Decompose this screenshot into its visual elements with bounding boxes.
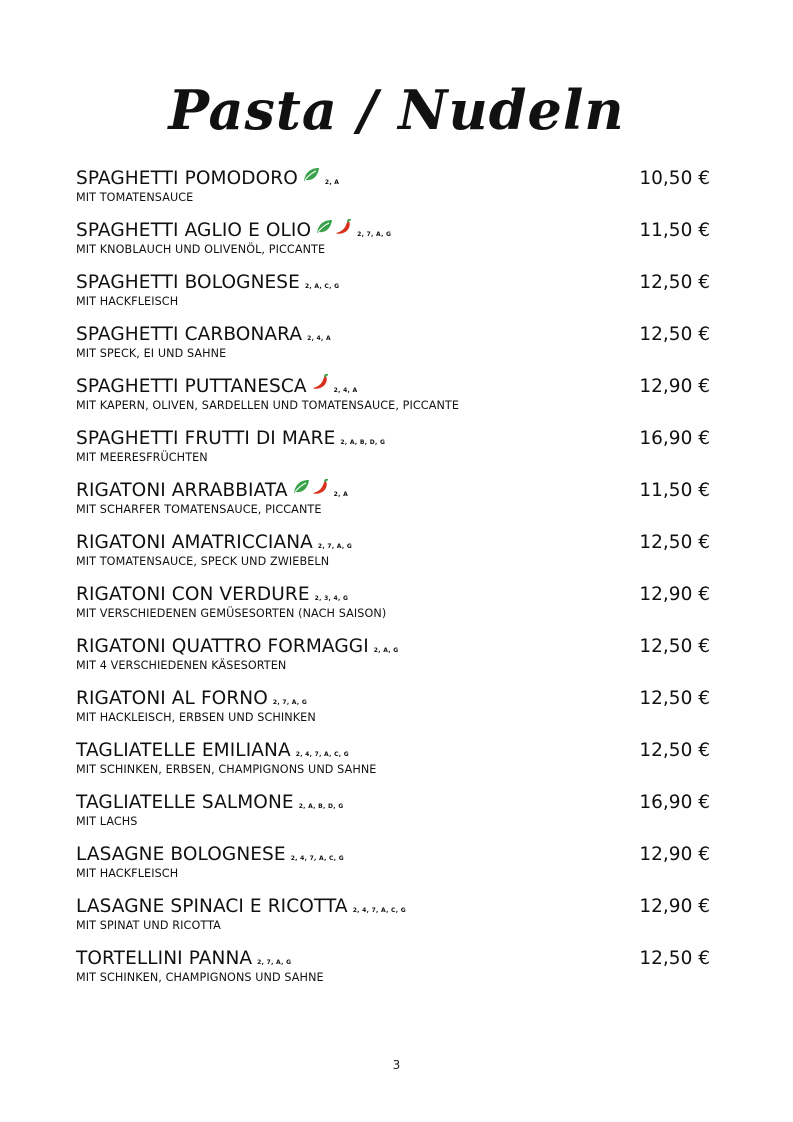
allergen-codes: 2, A, G <box>373 647 399 654</box>
menu-item-header <box>76 272 710 294</box>
menu-item-header <box>76 636 710 658</box>
menu-item <box>76 272 710 324</box>
dish-icons <box>316 219 352 235</box>
dish-price: 12,90 € <box>639 376 710 397</box>
allergen-codes: 2, 4, 7, A, C, G <box>290 855 344 862</box>
allergen-codes: 2, 7, A, G <box>357 231 392 238</box>
menu-item <box>76 636 710 688</box>
dish-name: RIGATONI QUATTRO FORMAGGI <box>76 636 369 657</box>
dish-price: 12,50 € <box>639 324 710 345</box>
dish-price: 16,90 € <box>639 428 710 449</box>
allergen-codes: 2, 4, 7, A, C, G <box>295 751 349 758</box>
dish-price: 12,90 € <box>639 896 710 917</box>
chili-pepper-icon <box>312 374 329 390</box>
menu-item <box>76 948 710 1000</box>
dish-description: MIT SCHINKEN, CHAMPIGNONS UND SAHNE <box>76 971 324 984</box>
menu-item-header <box>76 792 710 814</box>
menu-item <box>76 428 710 480</box>
dish-name: SPAGHETTI PUTTANESCA <box>76 376 307 397</box>
dish-description: MIT HACKFLEISCH <box>76 867 179 880</box>
menu-item <box>76 584 710 636</box>
dish-name: TAGLIATELLE EMILIANA <box>76 740 291 761</box>
dish-name: SPAGHETTI POMODORO <box>76 168 298 189</box>
dish-price: 12,90 € <box>639 584 710 605</box>
menu-item <box>76 532 710 584</box>
dish-price: 11,50 € <box>639 220 710 241</box>
page-number: 3 <box>392 1058 401 1072</box>
dish-description: MIT SCHINKEN, ERBSEN, CHAMPIGNONS UND SAHNE <box>76 763 377 776</box>
dish-description: MIT 4 VERSCHIEDENEN KÄSESORTEN <box>76 659 287 672</box>
dish-name: SPAGHETTI FRUTTI DI MARE <box>76 428 336 449</box>
dish-price: 12,50 € <box>639 948 710 969</box>
dish-description: MIT KNOBLAUCH UND OLIVENÖL, PICCANTE <box>76 243 326 256</box>
menu-item <box>76 324 710 376</box>
allergen-codes: 2, A, C, G <box>304 283 340 290</box>
menu-item <box>76 376 710 428</box>
menu-item <box>76 844 710 896</box>
dish-price: 12,50 € <box>639 688 710 709</box>
allergen-codes: 2, 4, A <box>307 335 331 342</box>
dish-description: MIT TOMATENSAUCE, SPECK UND ZWIEBELN <box>76 555 330 568</box>
menu-list <box>76 168 710 1000</box>
dish-price: 12,50 € <box>639 740 710 761</box>
menu-item <box>76 740 710 792</box>
dish-description: MIT HACKLEISCH, ERBSEN UND SCHINKEN <box>76 711 316 724</box>
allergen-codes: 2, 7, A, G <box>317 543 353 550</box>
menu-item <box>76 220 710 272</box>
menu-item-header <box>76 168 710 190</box>
allergen-codes: 2, 4, 7, A, C, G <box>352 907 406 914</box>
dish-description: MIT LACHS <box>76 815 138 828</box>
allergen-codes: 2, 7, A, G <box>257 959 292 966</box>
chili-pepper-icon <box>335 219 352 235</box>
menu-item-header <box>76 740 710 762</box>
menu-item-header <box>76 896 710 918</box>
menu-item <box>76 688 710 740</box>
dish-name: TORTELLINI PANNA <box>76 948 253 969</box>
dish-description: MIT HACKFLEISCH <box>76 295 179 308</box>
menu-item <box>76 896 710 948</box>
menu-item-header <box>76 948 710 970</box>
dish-name: SPAGHETTI CARBONARA <box>76 324 303 345</box>
dish-icons <box>312 374 329 390</box>
vegetarian-leaf-icon <box>293 479 310 494</box>
menu-item <box>76 792 710 844</box>
menu-item-header <box>76 376 710 398</box>
dish-name: LASAGNE BOLOGNESE <box>76 844 286 865</box>
dish-price: 12,50 € <box>639 532 710 553</box>
dish-price: 12,50 € <box>639 636 710 657</box>
vegetarian-leaf-icon <box>316 219 333 234</box>
menu-item-header <box>76 324 710 346</box>
allergen-codes: 2, A <box>324 179 340 186</box>
menu-item-header <box>76 584 710 606</box>
dish-name: LASAGNE SPINACI E RICOTTA <box>76 896 348 917</box>
dish-description: MIT VERSCHIEDENEN GEMÜSESORTEN (NACH SAISON) <box>76 607 387 620</box>
allergen-codes: 2, 4, A <box>333 387 358 394</box>
menu-item-header <box>76 480 710 502</box>
dish-description: MIT TOMATENSAUCE <box>76 191 194 204</box>
dish-description: MIT MEERESFRÜCHTEN <box>76 451 208 464</box>
dish-description: MIT SPINAT UND RICOTTA <box>76 919 221 932</box>
dish-name: SPAGHETTI AGLIO E OLIO <box>76 220 312 241</box>
dish-description: MIT SCHARFER TOMATENSAUCE, PICCANTE <box>76 503 322 516</box>
allergen-codes: 2, A, B, D, G <box>298 803 344 810</box>
dish-price: 12,90 € <box>639 844 710 865</box>
menu-item-header <box>76 844 710 866</box>
dish-description: MIT SPECK, EI UND SAHNE <box>76 347 227 360</box>
menu-item-header <box>76 428 710 450</box>
menu-item-header <box>76 532 710 554</box>
dish-price: 10,50 € <box>639 168 710 189</box>
allergen-codes: 2, A, B, D, G <box>340 439 386 446</box>
dish-price: 16,90 € <box>639 792 710 813</box>
chili-pepper-icon <box>312 479 329 495</box>
allergen-codes: 2, 3, 4, G <box>314 595 349 602</box>
dish-name: RIGATONI ARRABBIATA <box>76 480 288 501</box>
dish-name: RIGATONI AL FORNO <box>76 688 268 709</box>
dish-name: TAGLIATELLE SALMONE <box>76 792 294 813</box>
dish-name: RIGATONI AMATRICCIANA <box>76 532 313 553</box>
dish-name: SPAGHETTI BOLOGNESE <box>76 272 300 293</box>
dish-icons <box>303 167 320 182</box>
menu-item <box>76 168 710 220</box>
menu-item-header <box>76 220 710 242</box>
allergen-codes: 2, A <box>333 491 349 498</box>
allergen-codes: 2, 7, A, G <box>272 699 308 706</box>
dish-price: 11,50 € <box>639 480 710 501</box>
menu-item <box>76 480 710 532</box>
dish-name: RIGATONI CON VERDURE <box>76 584 310 605</box>
vegetarian-leaf-icon <box>303 167 320 182</box>
dish-icons <box>293 479 329 495</box>
menu-item-header <box>76 688 710 710</box>
page-title: Pasta / Nudeln <box>168 78 625 142</box>
dish-description: MIT KAPERN, OLIVEN, SARDELLEN UND TOMATENSAUCE, PICCANTE <box>76 399 460 412</box>
dish-price: 12,50 € <box>639 272 710 293</box>
